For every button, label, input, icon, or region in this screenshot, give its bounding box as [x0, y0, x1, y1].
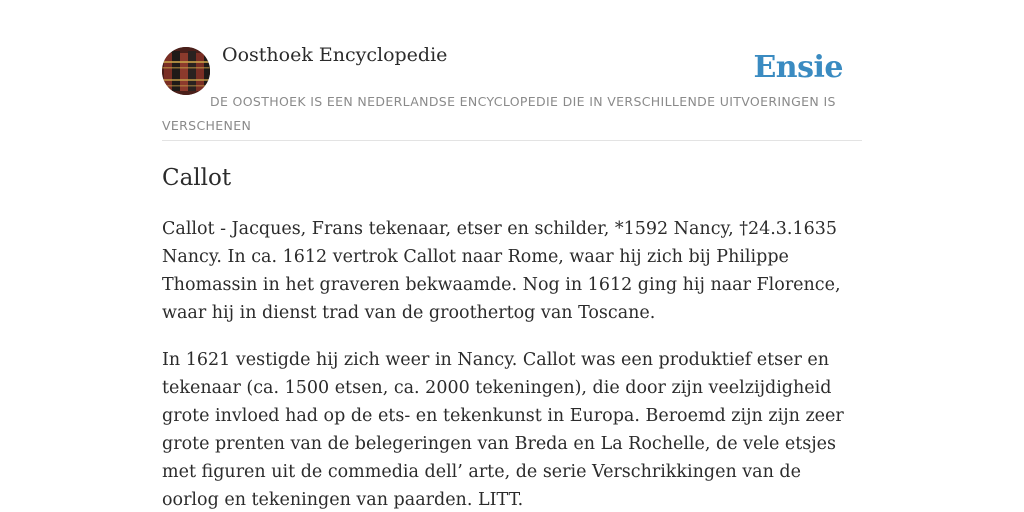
site-name[interactable]: Oosthoek Encyclopedie: [222, 44, 448, 66]
encyclopedia-books-icon[interactable]: [162, 47, 210, 95]
site-tagline: DE OOSTHOEK IS EEN NEDERLANDSE ENCYCLOPEDIE DIE IN VERSCHILLENDE UITVOERINGEN IS VERSCHENEN: [162, 94, 836, 133]
article: [162, 160, 862, 512]
site-header: [162, 40, 862, 141]
article-paragraph: Callot - Jacques, Frans tekenaar, etser en schilder, *1592 Nancy, †24.3.1635 Nancy. In ca. 1612 vertrok Callot naar Rome, waar hij zich bij Philippe Thomassin in het graveren bekwaamde. Nog in 1612 ging hij naar Florence, waar hij in dienst trad van de groothertog van Toscane.: [162, 219, 841, 323]
article-paragraph: In 1621 vestigde hij zich weer in Nancy. Callot was een produktief etser en tekenaar (ca. 1500 etsen, ca. 2000 tekeningen), die door zijn veelzijdigheid grote invloed had op de ets- en tekenkunst in Europa. Beroemd zijn zijn zeer grote prenten van de belegeringen van Breda en La Rochelle, de vele etsjes met figuren uit de commedia dell’ arte, de serie Verschrikkingen van de oorlog en tekeningen van paarden. LITT.: [162, 350, 844, 510]
brand-logo[interactable]: Ensie: [753, 50, 843, 85]
article-title: Callot: [162, 165, 232, 191]
